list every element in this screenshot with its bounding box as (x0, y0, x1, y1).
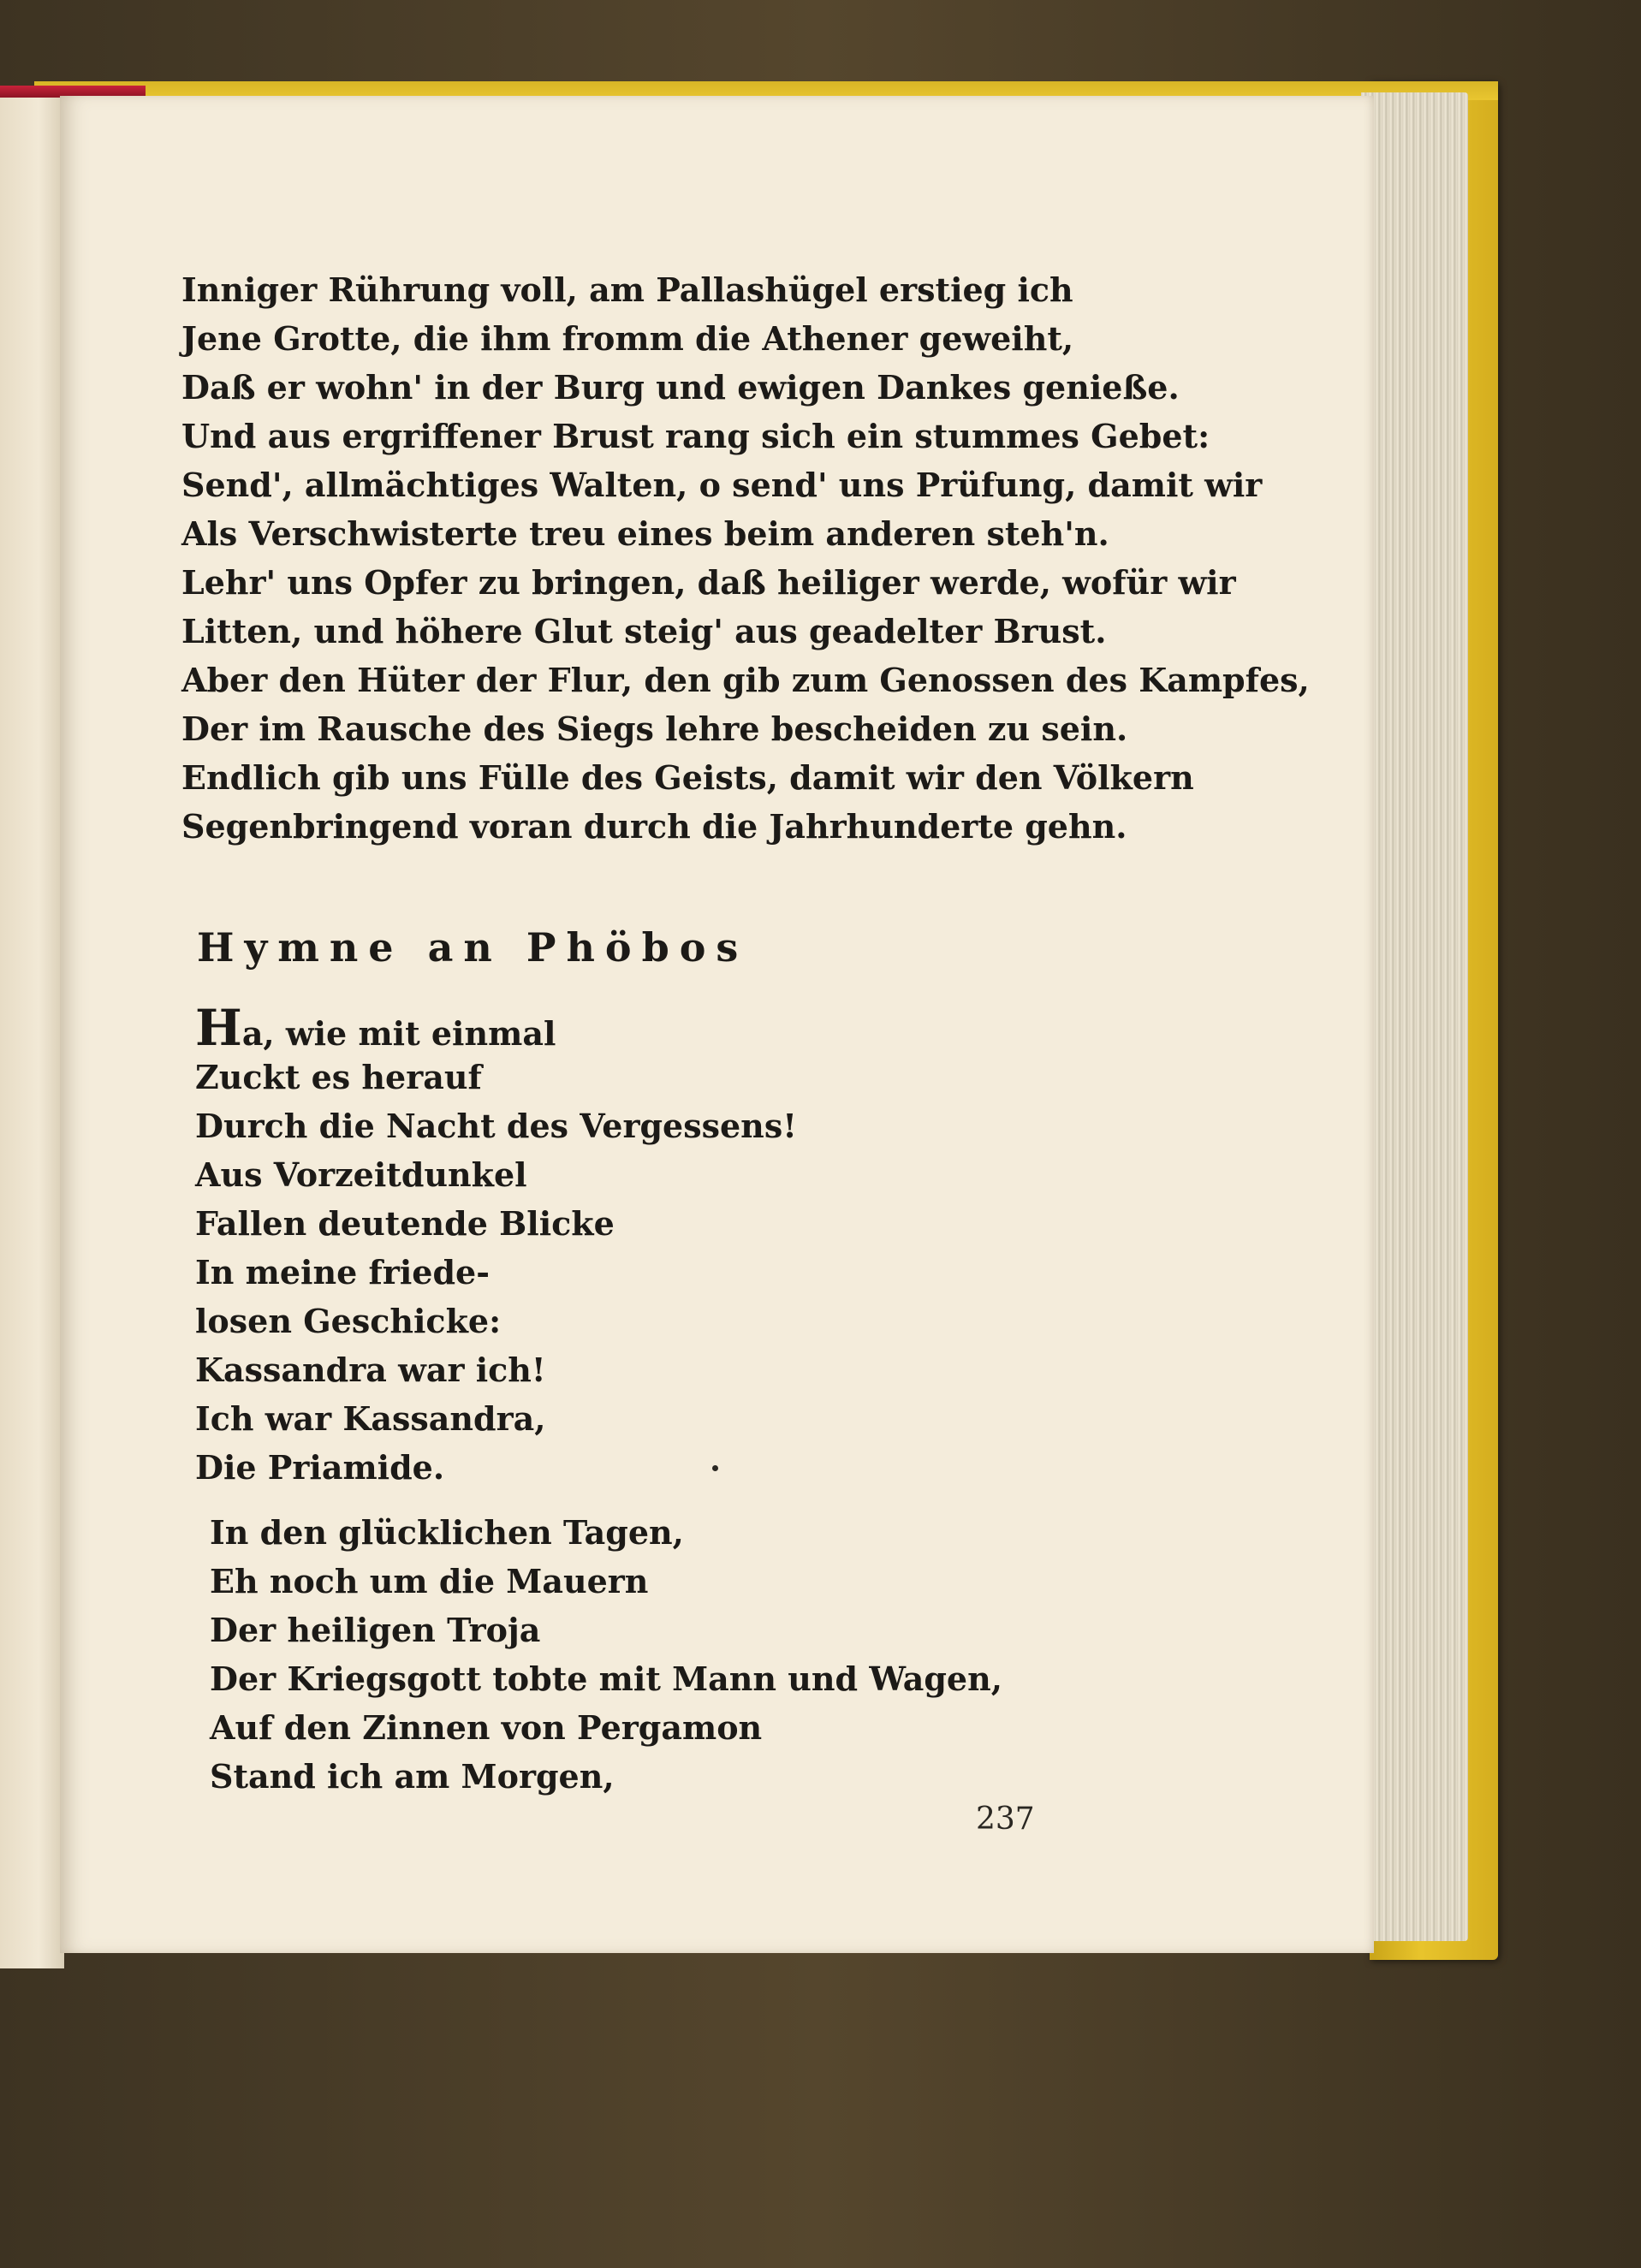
verse-line: In den glücklichen Tagen, (210, 1513, 684, 1552)
verse-line: Segenbringend voran durch die Jahrhunderte gehn. (181, 807, 1127, 846)
verse-line: Aus Vorzeitdunkel (195, 1155, 527, 1194)
verse-line: Die Priamide. (195, 1448, 445, 1487)
verse-line: Und aus ergriffener Brust rang sich ein stummes Gebet: (181, 417, 1210, 455)
verse-line: Eh noch um die Mauern (210, 1562, 649, 1600)
verse-line: Zuckt es herauf (195, 1058, 482, 1096)
verse-line: Lehr' uns Opfer zu bringen, daß heiliger werde, wofür wir (181, 563, 1236, 602)
verse-line: Als Verschwisterte treu eines beim anderen steh'n. (181, 514, 1109, 553)
ink-speck (712, 1465, 718, 1471)
book-page (60, 96, 1374, 1953)
elegy-verses (181, 265, 1310, 851)
verse-line: losen Geschicke: (195, 1302, 502, 1340)
verse-line: Inniger Rührung voll, am Pallashügel erstieg ich (181, 270, 1073, 309)
verse-line: Daß er wohn' in der Burg und ewigen Dankes genieße. (181, 368, 1180, 407)
verse-line: In meine friede- (195, 1253, 490, 1291)
verse-line: Aber den Hüter der Flur, den gib zum Genossen des Kampfes, (181, 661, 1310, 699)
verse-line: Litten, und höhere Glut steig' aus geadelter Brust. (181, 612, 1107, 650)
verse-line: Der Kriegsgott tobte mit Mann und Wagen, (210, 1659, 1002, 1698)
verse-line: Stand ich am Morgen, (210, 1757, 615, 1796)
verse-line: Kassandra war ich! (195, 1351, 546, 1389)
poem-heading: Hymne an Phöbos (197, 924, 749, 971)
first-line-rest: a, wie mit einmal (241, 1014, 556, 1053)
page-edges (1361, 92, 1468, 1941)
verse-line: Auf den Zinnen von Pergamon (210, 1708, 763, 1747)
verse-line: Ich war Kassandra, (195, 1399, 546, 1438)
verse-line: Fallen deutende Blicke (195, 1204, 615, 1243)
verse-line: Send', allmächtiges Walten, o send' uns Prüfung, damit wir (181, 466, 1263, 504)
hymn-stanza-1 (195, 999, 797, 1492)
verse-line: Der im Rausche des Siegs lehre bescheiden zu sein. (181, 709, 1128, 748)
left-page-sliver (0, 86, 64, 1968)
verse-line: Endlich gib uns Fülle des Geists, damit wir den Völkern (181, 758, 1194, 797)
hymn-stanza-2 (210, 1508, 1002, 1801)
drop-cap: H (195, 999, 242, 1057)
verse-line: Der heiligen Troja (210, 1611, 541, 1649)
verse-line-first (195, 999, 797, 1057)
verse-line: Durch die Nacht des Vergessens! (195, 1107, 797, 1145)
verse-line: Jene Grotte, die ihm fromm die Athener geweiht, (181, 319, 1074, 358)
page-number: 237 (976, 1802, 1035, 1837)
